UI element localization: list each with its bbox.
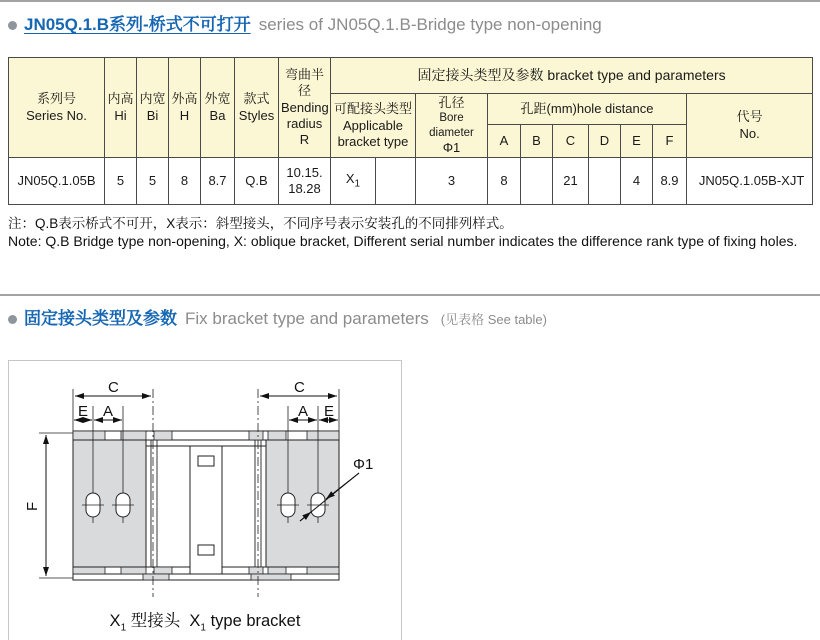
cell-ba: 8.7	[201, 158, 235, 205]
left-plate	[73, 440, 146, 567]
section2-title-en: Fix bracket type and parameters	[185, 309, 429, 328]
bracket-technical-drawing	[9, 361, 399, 605]
dim-label-c-right: C	[294, 379, 305, 396]
dim-label-c-left: C	[108, 379, 119, 396]
section1-header	[8, 10, 602, 35]
panel-slot-bottom	[198, 545, 214, 555]
panel-slot-top	[198, 456, 214, 466]
col-header-series: 系列号 Series No.	[9, 58, 105, 158]
col-header-a: A	[488, 124, 521, 158]
col-header-bore-diameter: 孔径 Bore diameter Φ1	[416, 94, 488, 158]
cell-bi: 5	[137, 158, 169, 205]
cell-no: JN05Q.1.05B-XJT	[687, 158, 813, 205]
bracket-drawing-box	[8, 360, 402, 640]
col-header-no: 代号 No.	[687, 94, 813, 158]
col-header-b: B	[521, 124, 553, 158]
dim-label-a-right: A	[298, 403, 309, 420]
cell-bending-radius: 10.15. 18.28	[279, 158, 331, 205]
col-header-h: 外高 H	[169, 58, 201, 158]
col-header-bi: 内宽 Bi	[137, 58, 169, 158]
cell-b	[521, 158, 553, 205]
cell-hi: 5	[105, 158, 137, 205]
group-header-bracket-params: 固定接头类型及参数 bracket type and parameters	[331, 58, 813, 94]
note-en: Note: Q.B Bridge type non-opening, X: oblique bracket, Different serial number indicates the difference rank type of fixing holes.	[8, 233, 798, 249]
drawing-caption: $X_1$ 型接头 $X_1$ type bracket	[109, 612, 301, 634]
section-divider	[0, 294, 820, 296]
section1-title-zh: JN05Q.1.B系列-桥式不可打开	[24, 15, 251, 34]
col-header-applicable-bracket: 可配接头类型 Applicable bracket type	[331, 94, 416, 158]
section2-see-table: (见表格 See table)	[440, 312, 547, 327]
bullet-icon	[8, 21, 17, 30]
cell-h: 8	[169, 158, 201, 205]
cell-d	[589, 158, 621, 205]
right-plate	[266, 440, 339, 567]
note-zh: 注：Q.B表示桥式不可开，X表示：斜型接头，不同序号表示安装孔的不同排列样式。	[8, 216, 513, 231]
col-header-c: C	[553, 124, 589, 158]
col-header-hi: 内高 Hi	[105, 58, 137, 158]
col-header-e: E	[621, 124, 653, 158]
bullet-icon	[8, 315, 17, 324]
cell-bracket-type-2	[376, 158, 416, 205]
col-header-bending-radius: 弯曲半径 Bending radius R	[279, 58, 331, 158]
col-header-d: D	[589, 124, 621, 158]
section2-header	[8, 304, 547, 329]
cell-c: 21	[553, 158, 589, 205]
top-divider	[0, 0, 820, 2]
cell-e: 4	[621, 158, 653, 205]
dim-label-a-left: A	[103, 403, 114, 420]
section1-title-en: series of JN05Q.1.B-Bridge type non-opening	[258, 15, 602, 34]
dim-label-f: F	[24, 501, 41, 511]
cell-a: 8	[488, 158, 521, 205]
cell-styles: Q.B	[235, 158, 279, 205]
cell-f: 8.9	[653, 158, 687, 205]
col-header-hole-distance: 孔距(mm)hole distance	[488, 94, 687, 125]
col-header-styles: 款式 Styles	[235, 58, 279, 158]
spec-table	[8, 57, 813, 205]
dim-label-phi1: Φ1	[353, 456, 374, 473]
cell-bracket-type: $X_1$	[331, 158, 376, 205]
cell-series: JN05Q.1.05B	[9, 158, 105, 205]
dim-label-e-left: E	[78, 403, 89, 420]
dim-label-e-right: E	[324, 403, 335, 420]
col-header-ba: 外宽 Ba	[201, 58, 235, 158]
table-row	[9, 158, 813, 205]
section2-title-zh: 固定接头类型及参数	[24, 309, 177, 328]
cell-bore: 3	[416, 158, 488, 205]
col-header-f: F	[653, 124, 687, 158]
